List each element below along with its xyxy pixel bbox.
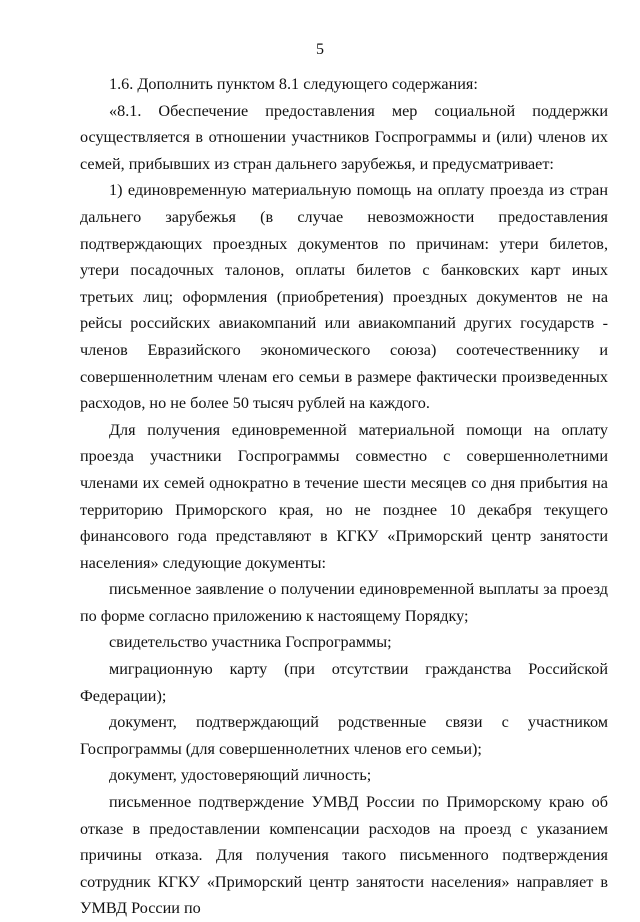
document-body	[80, 71, 608, 922]
list-item-migration-card: миграционную карту (при отсутствии гражданства Российской Федерации);	[80, 660, 608, 705]
page-number: 5	[316, 41, 324, 58]
paragraph-item-1-travel-aid: 1) единовременную материальную помощь на оплату проезда из стран дальнего зарубежья (в случае невозможности предоставления подтверждающих проездных документов по причинам: утери билетов, утери посадочных талонов, оплаты билетов с банковских карт иных третьих лиц; оформления (приобретения) проездных документов не на рейсы российских авиакомпаний или авиакомпаний других государств - членов Евразийского экономического союза) соотечественнику и совершеннолетним членам его семьи в размере фактически произведенных расходов, но не более 50 тысяч рублей на каждого.	[80, 181, 608, 413]
list-item-participant-certificate: свидетельство участника Госпрограммы;	[109, 633, 392, 652]
list-item-umvd-confirmation: письменное подтверждение УМВД России по Приморскому краю об отказе в предоставлении компенсации расходов на проезд с указанием причины отказа. Для получения такого письменного подтверждения сотрудник КГКУ «Приморский центр занятости населения» направляет в УМВД России по	[80, 793, 608, 918]
paragraph-amendment-intro: 1.6. Дополнить пунктом 8.1 следующего содержания:	[109, 75, 478, 93]
paragraph-clause-8-1: «8.1. Обеспечение предоставления мер социальной поддержки осуществляется в отношении участников Госпрограммы и (или) членов их семей, прибывших из стран дальнего зарубежья, и предусматривает:	[80, 101, 608, 173]
list-item-written-application: письменное заявление о получении единовременной выплаты за проезд по форме согласно приложению к настоящему Порядку;	[80, 580, 608, 625]
list-item-identity-document: документ, удостоверяющий личность;	[109, 766, 372, 785]
list-item-kinship-document: документ, подтверждающий родственные связи с участником Госпрограммы (для совершеннолетних членов его семьи);	[80, 713, 608, 758]
paragraph-application-procedure: Для получения единовременной материальной помощи на оплату проезда участники Госпрограммы совместно с совершеннолетними членами их семей однократно в течение шести месяцев со дня прибытия на территорию Приморского края, но не позднее 10 декабря текущего финансового года представляют в КГКУ «Приморский центр занятости населения» следующие документы:	[80, 420, 608, 572]
